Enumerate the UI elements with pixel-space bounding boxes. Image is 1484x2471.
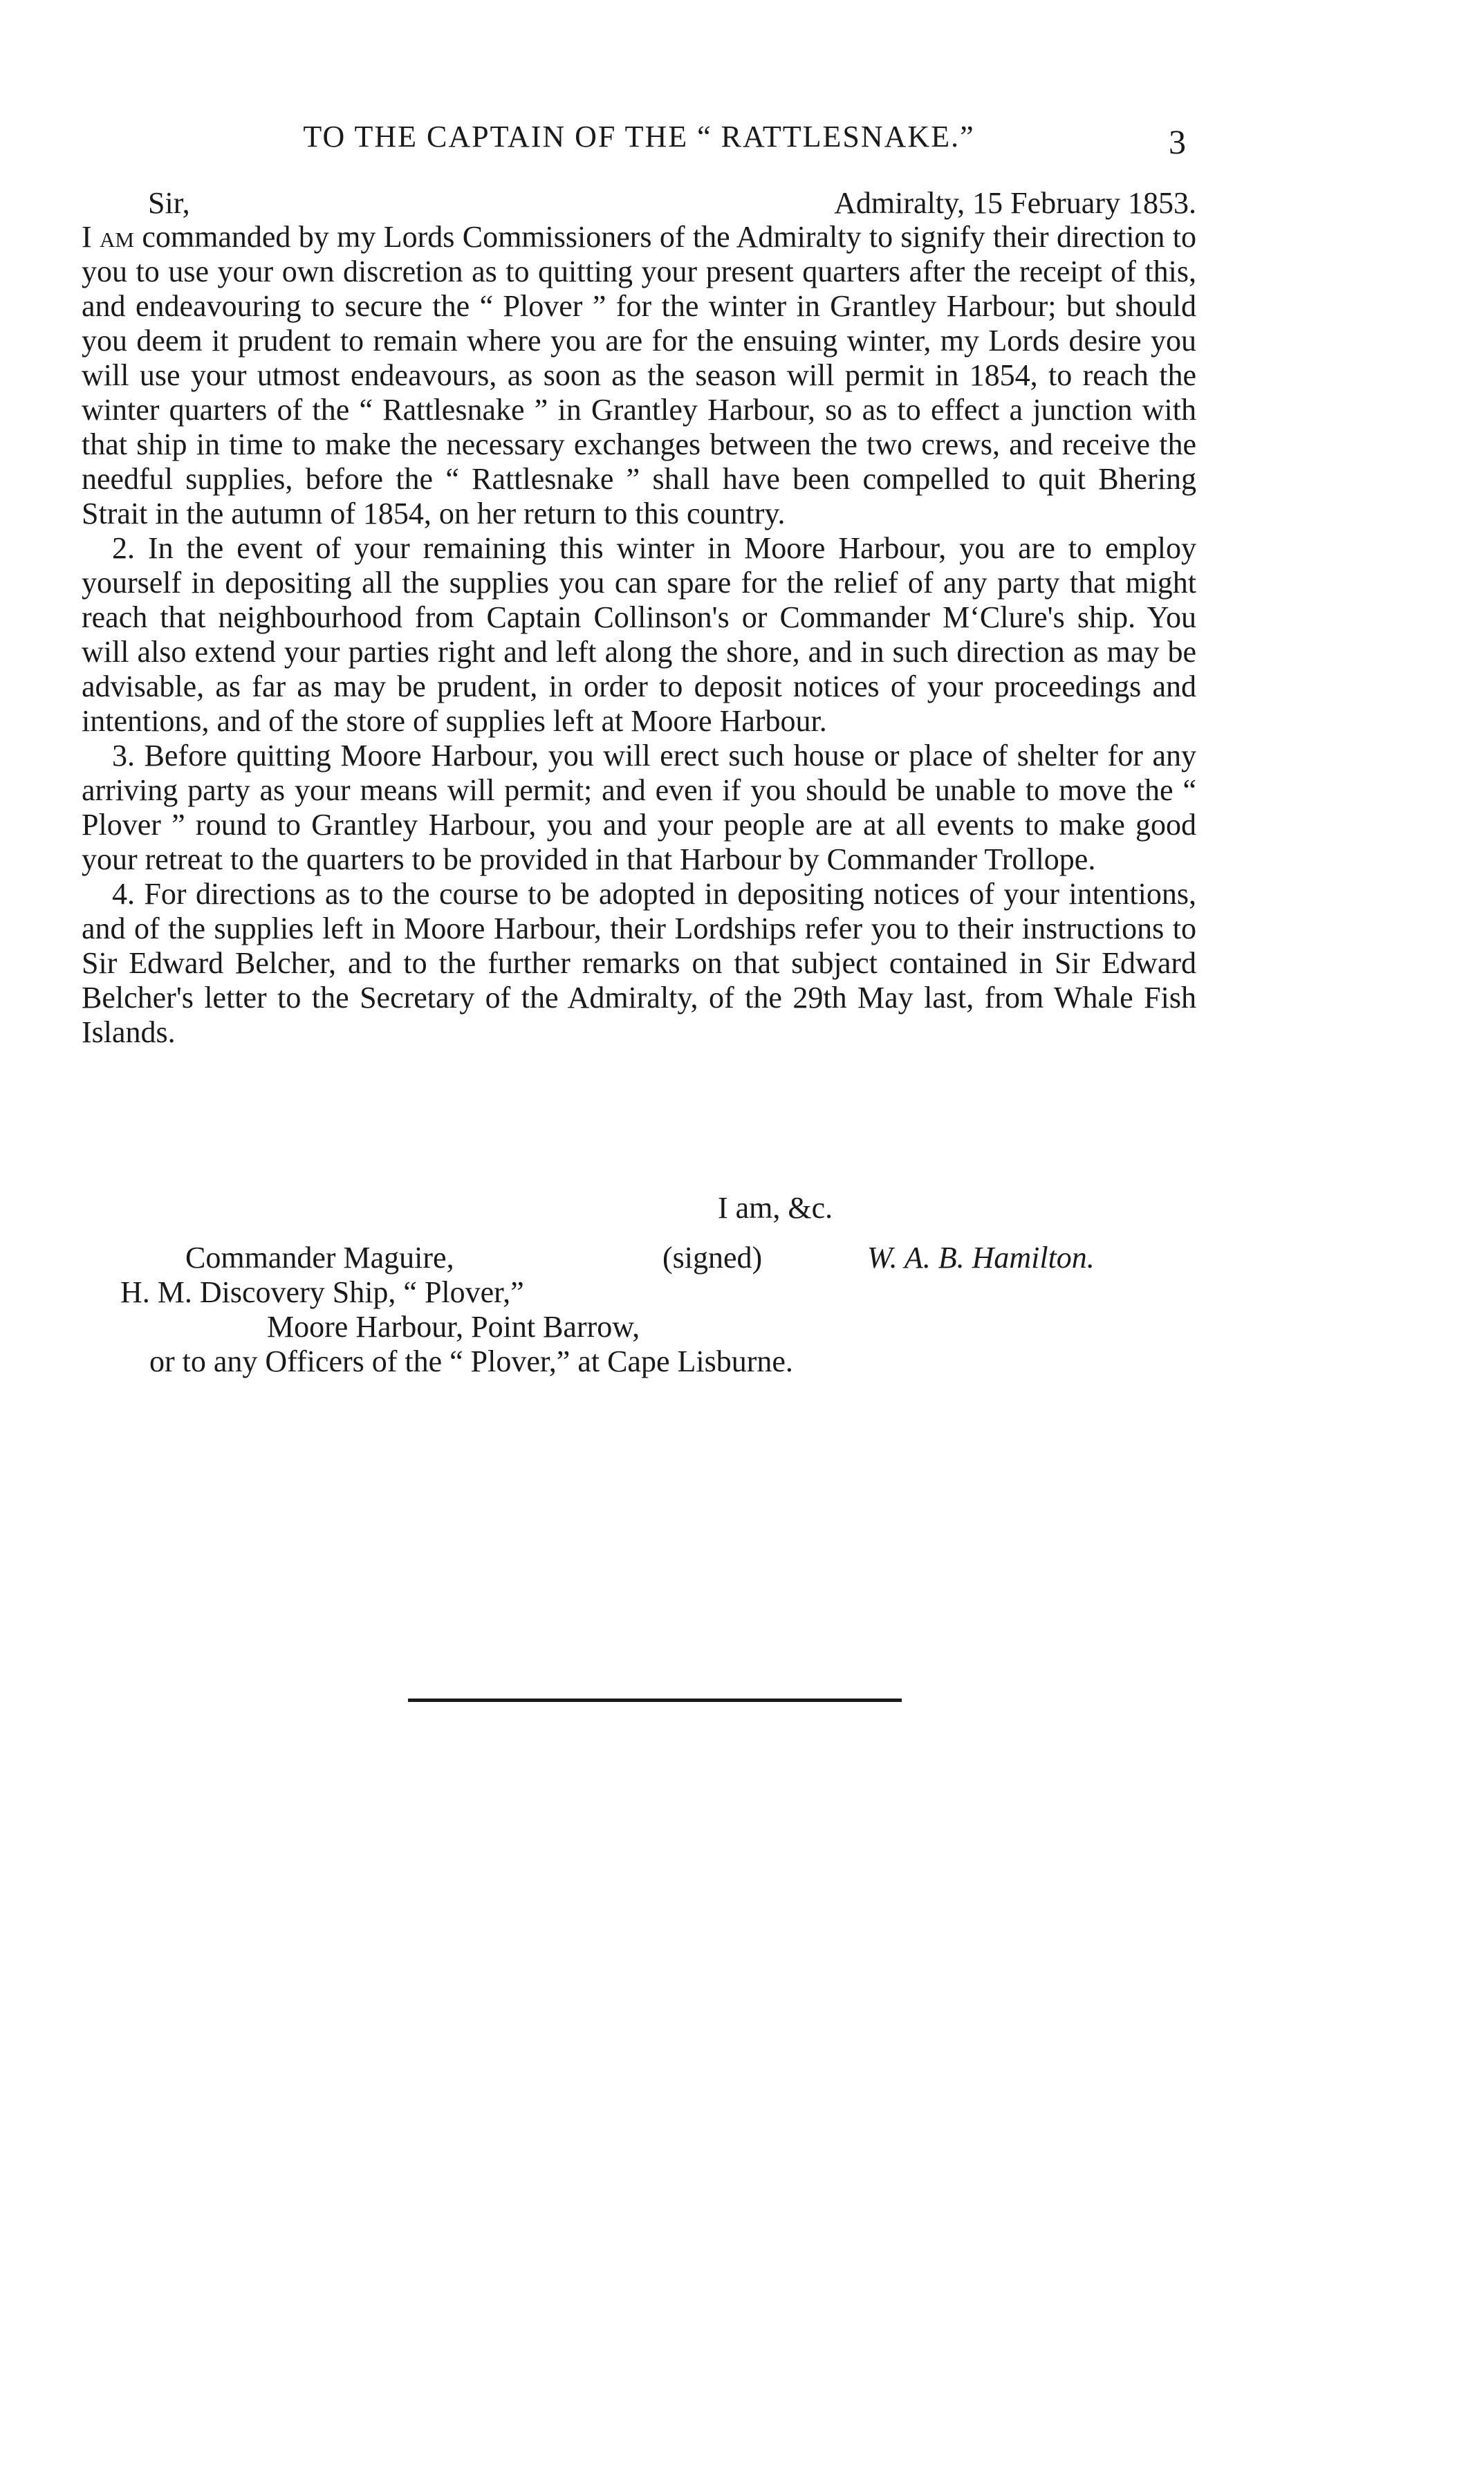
running-header: TO THE CAPTAIN OF THE “ RATTLESNAKE.” bbox=[303, 120, 975, 154]
page-number: 3 bbox=[1169, 122, 1186, 161]
opening-word: I am bbox=[82, 220, 134, 254]
paragraph-2: 2. In the event of your remaining this winter in Moore Harbour, you are to employ yourself in depositing all the supplies you can spare for the relief of any party that might reach that neighbourhood from Captain Collinson's or Commander M‘Clure's ship. You will also extend your parties right and left along the shore, and in such direction as may be advisable, as far as may be prudent, in order to deposit notices of your proceedings and intentions, and of the store of supplies left at Moore Harbour. bbox=[82, 531, 1196, 738]
addressee-line-3: Moore Harbour, Point Barrow, bbox=[267, 1310, 640, 1344]
signer-name: W. A. B. Hamilton. bbox=[867, 1241, 1095, 1275]
closing-phrase: I am, &c. bbox=[718, 1191, 833, 1225]
addressee-line-2: H. M. Discovery Ship, “ Plover,” bbox=[120, 1275, 524, 1309]
place-date: Admiralty, 15 February 1853. bbox=[834, 186, 1196, 220]
paragraph-3: 3. Before quitting Moore Harbour, you will erect such house or place of shelter for any arriving party as your means will permit; and even if you should be unable to move the “ Plover ” round to Grantley Harbour, you and your people are at all events to make good your retreat to the quarters to be provided in that Harbour by Commander Trollope. bbox=[82, 739, 1196, 876]
paragraph-4: 4. For directions as to the course to be adopted in depositing notices of your intentions, and of the supplies left in Moore Harbour, their Lordships refer you to their instructions to Sir Edward Belcher, and to the further remarks on that subject contained in Sir Edward Belcher's letter to the Secretary of the Admiralty, of the 29th May last, from Whale Fish Islands. bbox=[82, 877, 1196, 1049]
paragraph-1 bbox=[82, 220, 1196, 531]
paragraph-1-text: commanded by my Lords Commissioners of the Admiralty to signify their direction to you to use your own discretion as to quitting your present quarters after the receipt of this, and endeavouring to secure the “ Plover ” for the winter in Grantley Harbour; but should you deem it prudent to remain where you are for the ensuing winter, my Lords desire you will use your utmost endeavours, as soon as the season will permit in 1854, to reach the winter quarters of the “ Rattlesnake ” in Grantley Harbour, so as to effect a junction with that ship in time to make the necessary exchanges between the two crews, and receive the needful supplies, before the “ Rattlesnake ” shall have been compelled to quit Bhering Strait in the autumn of 1854, on her return to this country. bbox=[82, 220, 1197, 530]
salutation: Sir, bbox=[148, 186, 190, 220]
signed-label: (signed) bbox=[662, 1241, 763, 1275]
section-rule bbox=[408, 1699, 902, 1702]
addressee-line-4: or to any Officers of the “ Plover,” at Cape Lisburne. bbox=[149, 1344, 793, 1378]
letter-body bbox=[82, 220, 1196, 1050]
addressee-line-1: Commander Maguire, bbox=[185, 1241, 454, 1275]
